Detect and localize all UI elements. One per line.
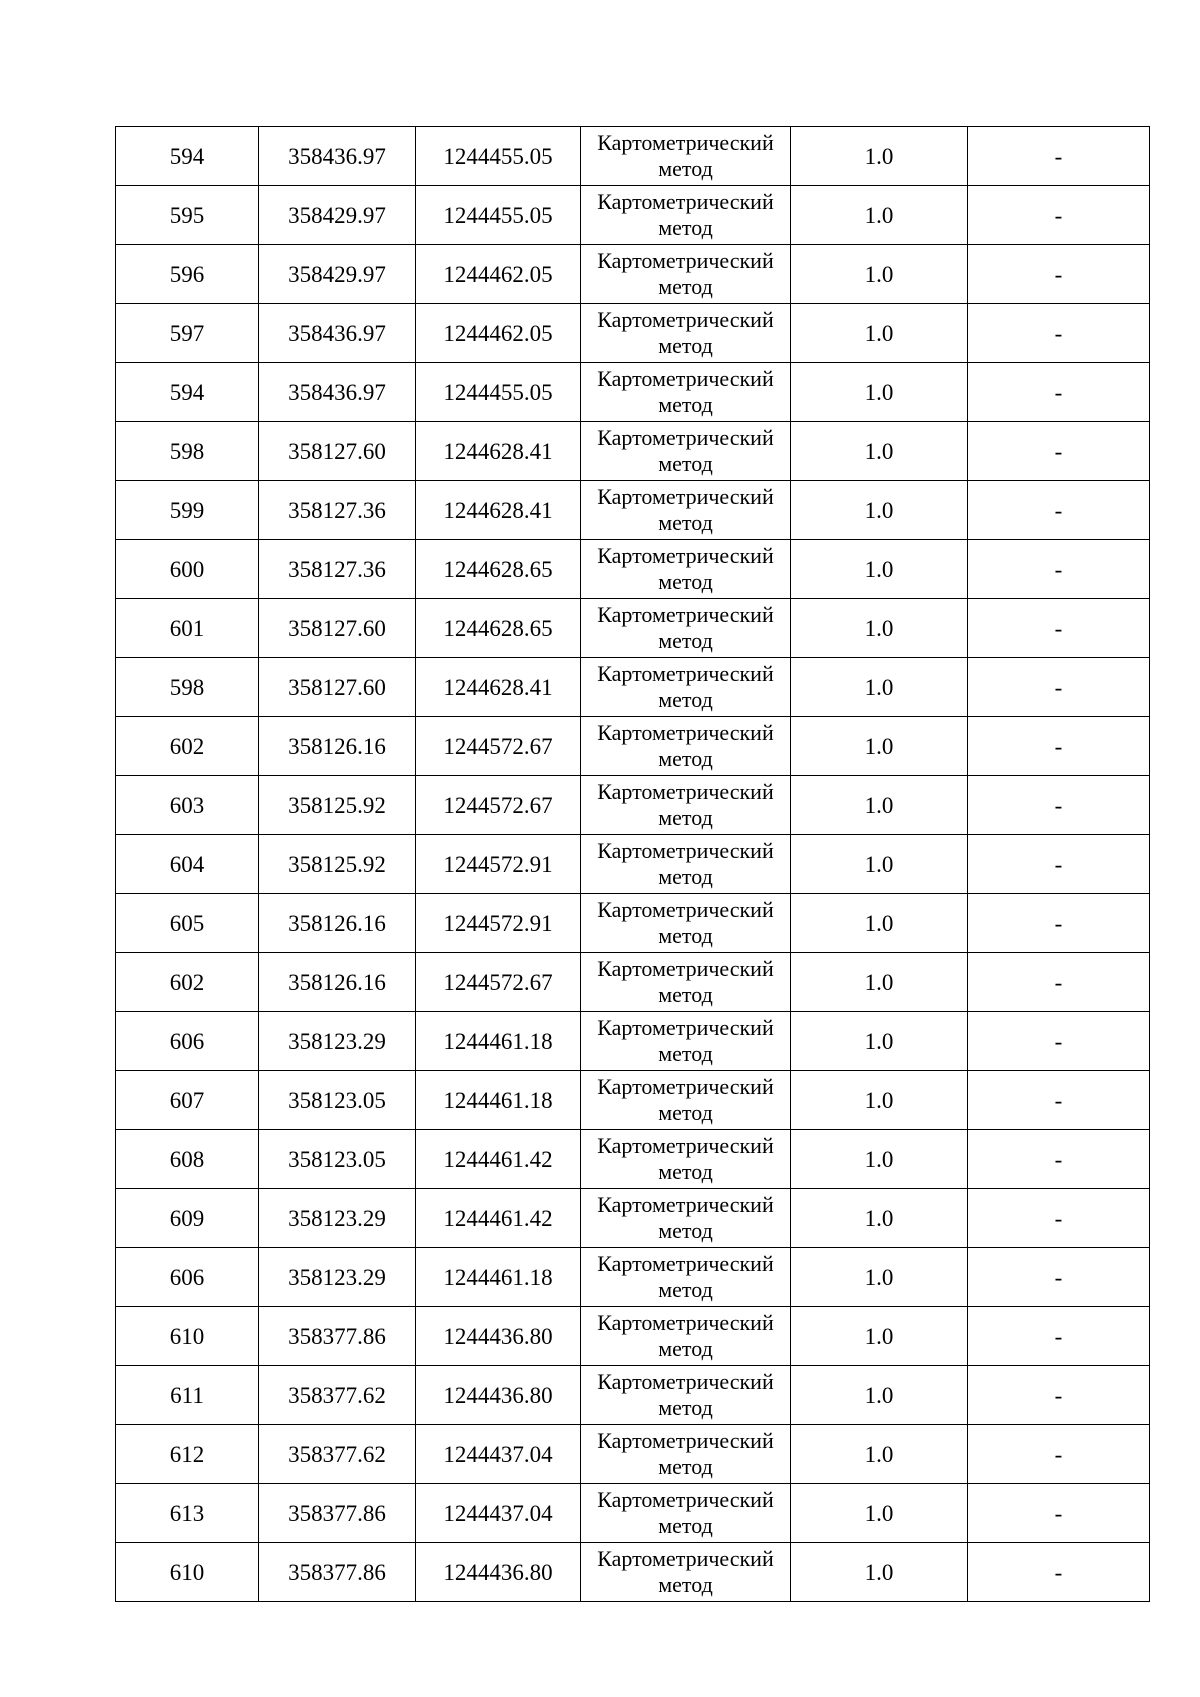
note-cell: - (968, 1012, 1150, 1071)
method-cell (581, 363, 791, 422)
note-cell: - (968, 835, 1150, 894)
note-cell: - (968, 658, 1150, 717)
point-number-cell: 603 (116, 776, 259, 835)
table-row (116, 1307, 1150, 1366)
accuracy-cell: 1.0 (791, 776, 968, 835)
y-coordinate-cell: 1244461.18 (416, 1248, 581, 1307)
note-cell: - (968, 894, 1150, 953)
method-line-1: Картометрический (597, 1428, 774, 1453)
method-cell (581, 1543, 791, 1602)
accuracy-cell: 1.0 (791, 1130, 968, 1189)
y-coordinate-cell: 1244628.41 (416, 658, 581, 717)
point-number-cell: 602 (116, 717, 259, 776)
method-line-1: Картометрический (597, 779, 774, 804)
method-line-1: Картометрический (597, 484, 774, 509)
x-coordinate-cell: 358127.36 (259, 540, 416, 599)
table-row (116, 1543, 1150, 1602)
method-line-1: Картометрический (597, 543, 774, 568)
y-coordinate-cell: 1244437.04 (416, 1425, 581, 1484)
table-row (116, 658, 1150, 717)
point-number-cell: 610 (116, 1543, 259, 1602)
accuracy-cell: 1.0 (791, 953, 968, 1012)
method-line-2: метод (658, 1513, 713, 1538)
accuracy-cell: 1.0 (791, 1189, 968, 1248)
method-line-1: Картометрический (597, 1487, 774, 1512)
table-row (116, 127, 1150, 186)
y-coordinate-cell: 1244572.91 (416, 835, 581, 894)
accuracy-cell: 1.0 (791, 481, 968, 540)
y-coordinate-cell: 1244461.42 (416, 1189, 581, 1248)
method-line-1: Картометрический (597, 1310, 774, 1335)
x-coordinate-cell: 358127.60 (259, 422, 416, 481)
method-cell (581, 835, 791, 894)
table-row (116, 1366, 1150, 1425)
method-line-1: Картометрический (597, 248, 774, 273)
method-cell (581, 1248, 791, 1307)
method-line-2: метод (658, 569, 713, 594)
method-cell (581, 1366, 791, 1425)
method-line-1: Картометрический (597, 1546, 774, 1571)
accuracy-cell: 1.0 (791, 1071, 968, 1130)
accuracy-cell: 1.0 (791, 835, 968, 894)
method-line-1: Картометрический (597, 720, 774, 745)
x-coordinate-cell: 358123.05 (259, 1130, 416, 1189)
y-coordinate-cell: 1244461.18 (416, 1012, 581, 1071)
accuracy-cell: 1.0 (791, 245, 968, 304)
x-coordinate-cell: 358125.92 (259, 776, 416, 835)
table-row (116, 481, 1150, 540)
point-number-cell: 611 (116, 1366, 259, 1425)
method-line-2: метод (658, 1572, 713, 1597)
x-coordinate-cell: 358429.97 (259, 186, 416, 245)
accuracy-cell: 1.0 (791, 540, 968, 599)
method-line-1: Картометрический (597, 189, 774, 214)
accuracy-cell: 1.0 (791, 422, 968, 481)
x-coordinate-cell: 358377.62 (259, 1366, 416, 1425)
accuracy-cell: 1.0 (791, 304, 968, 363)
table-row (116, 835, 1150, 894)
accuracy-cell: 1.0 (791, 1248, 968, 1307)
table-row (116, 776, 1150, 835)
method-cell (581, 1130, 791, 1189)
x-coordinate-cell: 358126.16 (259, 717, 416, 776)
table-row (116, 953, 1150, 1012)
method-line-1: Картометрический (597, 956, 774, 981)
method-line-2: метод (658, 1336, 713, 1361)
method-cell (581, 304, 791, 363)
method-line-2: метод (658, 1159, 713, 1184)
method-cell (581, 245, 791, 304)
method-line-2: метод (658, 451, 713, 476)
method-cell (581, 953, 791, 1012)
x-coordinate-cell: 358436.97 (259, 363, 416, 422)
table-body (116, 127, 1150, 1602)
point-number-cell: 596 (116, 245, 259, 304)
method-cell (581, 540, 791, 599)
table-row (116, 245, 1150, 304)
y-coordinate-cell: 1244455.05 (416, 127, 581, 186)
note-cell: - (968, 717, 1150, 776)
x-coordinate-cell: 358377.86 (259, 1307, 416, 1366)
accuracy-cell: 1.0 (791, 1366, 968, 1425)
x-coordinate-cell: 358429.97 (259, 245, 416, 304)
method-line-2: метод (658, 1277, 713, 1302)
method-cell (581, 894, 791, 953)
point-number-cell: 605 (116, 894, 259, 953)
note-cell: - (968, 1248, 1150, 1307)
point-number-cell: 612 (116, 1425, 259, 1484)
accuracy-cell: 1.0 (791, 717, 968, 776)
point-number-cell: 607 (116, 1071, 259, 1130)
method-line-2: метод (658, 1041, 713, 1066)
method-line-2: метод (658, 1100, 713, 1125)
method-line-1: Картометрический (597, 366, 774, 391)
x-coordinate-cell: 358127.36 (259, 481, 416, 540)
method-cell (581, 599, 791, 658)
method-cell (581, 1484, 791, 1543)
note-cell: - (968, 953, 1150, 1012)
x-coordinate-cell: 358127.60 (259, 658, 416, 717)
note-cell: - (968, 304, 1150, 363)
method-line-2: метод (658, 510, 713, 535)
table-row (116, 1484, 1150, 1543)
note-cell: - (968, 481, 1150, 540)
note-cell: - (968, 1425, 1150, 1484)
x-coordinate-cell: 358123.29 (259, 1012, 416, 1071)
method-cell (581, 422, 791, 481)
method-line-2: метод (658, 392, 713, 417)
note-cell: - (968, 1307, 1150, 1366)
point-number-cell: 599 (116, 481, 259, 540)
table-row (116, 363, 1150, 422)
method-line-2: метод (658, 923, 713, 948)
method-line-1: Картометрический (597, 838, 774, 863)
method-line-2: метод (658, 687, 713, 712)
accuracy-cell: 1.0 (791, 1307, 968, 1366)
note-cell: - (968, 1071, 1150, 1130)
accuracy-cell: 1.0 (791, 363, 968, 422)
method-line-1: Картометрический (597, 897, 774, 922)
table-row (116, 1189, 1150, 1248)
y-coordinate-cell: 1244461.18 (416, 1071, 581, 1130)
x-coordinate-cell: 358125.92 (259, 835, 416, 894)
note-cell: - (968, 1484, 1150, 1543)
accuracy-cell: 1.0 (791, 658, 968, 717)
table-row (116, 1071, 1150, 1130)
method-cell (581, 1012, 791, 1071)
x-coordinate-cell: 358123.05 (259, 1071, 416, 1130)
method-line-2: метод (658, 1454, 713, 1479)
point-number-cell: 610 (116, 1307, 259, 1366)
accuracy-cell: 1.0 (791, 1012, 968, 1071)
table-row (116, 717, 1150, 776)
method-line-2: метод (658, 982, 713, 1007)
point-number-cell: 602 (116, 953, 259, 1012)
y-coordinate-cell: 1244462.05 (416, 245, 581, 304)
x-coordinate-cell: 358436.97 (259, 127, 416, 186)
y-coordinate-cell: 1244572.67 (416, 717, 581, 776)
point-number-cell: 598 (116, 658, 259, 717)
y-coordinate-cell: 1244455.05 (416, 186, 581, 245)
coordinates-table (115, 126, 1150, 1602)
point-number-cell: 609 (116, 1189, 259, 1248)
table-row (116, 1425, 1150, 1484)
method-line-2: метод (658, 156, 713, 181)
x-coordinate-cell: 358377.62 (259, 1425, 416, 1484)
y-coordinate-cell: 1244572.67 (416, 776, 581, 835)
method-cell (581, 186, 791, 245)
y-coordinate-cell: 1244572.91 (416, 894, 581, 953)
method-line-1: Картометрический (597, 307, 774, 332)
method-cell (581, 481, 791, 540)
y-coordinate-cell: 1244437.04 (416, 1484, 581, 1543)
y-coordinate-cell: 1244462.05 (416, 304, 581, 363)
x-coordinate-cell: 358436.97 (259, 304, 416, 363)
method-line-2: метод (658, 333, 713, 358)
method-line-2: метод (658, 864, 713, 889)
y-coordinate-cell: 1244455.05 (416, 363, 581, 422)
method-line-2: метод (658, 628, 713, 653)
point-number-cell: 606 (116, 1248, 259, 1307)
accuracy-cell: 1.0 (791, 1484, 968, 1543)
point-number-cell: 601 (116, 599, 259, 658)
method-cell (581, 717, 791, 776)
note-cell: - (968, 1366, 1150, 1425)
x-coordinate-cell: 358377.86 (259, 1543, 416, 1602)
point-number-cell: 608 (116, 1130, 259, 1189)
y-coordinate-cell: 1244436.80 (416, 1366, 581, 1425)
x-coordinate-cell: 358377.86 (259, 1484, 416, 1543)
table-row (116, 1248, 1150, 1307)
y-coordinate-cell: 1244628.65 (416, 540, 581, 599)
x-coordinate-cell: 358123.29 (259, 1189, 416, 1248)
table-row (116, 540, 1150, 599)
method-line-1: Картометрический (597, 425, 774, 450)
point-number-cell: 606 (116, 1012, 259, 1071)
note-cell: - (968, 186, 1150, 245)
note-cell: - (968, 540, 1150, 599)
point-number-cell: 594 (116, 363, 259, 422)
table-row (116, 1012, 1150, 1071)
method-line-1: Картометрический (597, 130, 774, 155)
note-cell: - (968, 599, 1150, 658)
point-number-cell: 600 (116, 540, 259, 599)
note-cell: - (968, 422, 1150, 481)
note-cell: - (968, 245, 1150, 304)
method-cell (581, 1307, 791, 1366)
table-row (116, 186, 1150, 245)
note-cell: - (968, 127, 1150, 186)
method-line-2: метод (658, 215, 713, 240)
method-line-2: метод (658, 1218, 713, 1243)
x-coordinate-cell: 358126.16 (259, 953, 416, 1012)
note-cell: - (968, 776, 1150, 835)
method-line-1: Картометрический (597, 1133, 774, 1158)
accuracy-cell: 1.0 (791, 1425, 968, 1484)
point-number-cell: 595 (116, 186, 259, 245)
method-line-1: Картометрический (597, 1251, 774, 1276)
point-number-cell: 594 (116, 127, 259, 186)
method-line-1: Картометрический (597, 1192, 774, 1217)
accuracy-cell: 1.0 (791, 186, 968, 245)
y-coordinate-cell: 1244628.41 (416, 422, 581, 481)
accuracy-cell: 1.0 (791, 1543, 968, 1602)
x-coordinate-cell: 358123.29 (259, 1248, 416, 1307)
method-line-1: Картометрический (597, 1074, 774, 1099)
method-line-1: Картометрический (597, 1015, 774, 1040)
table-row (116, 599, 1150, 658)
method-line-2: метод (658, 274, 713, 299)
method-cell (581, 1425, 791, 1484)
method-cell (581, 658, 791, 717)
y-coordinate-cell: 1244628.41 (416, 481, 581, 540)
method-line-1: Картометрический (597, 661, 774, 686)
note-cell: - (968, 1130, 1150, 1189)
accuracy-cell: 1.0 (791, 894, 968, 953)
point-number-cell: 604 (116, 835, 259, 894)
note-cell: - (968, 1189, 1150, 1248)
y-coordinate-cell: 1244628.65 (416, 599, 581, 658)
table-row (116, 422, 1150, 481)
x-coordinate-cell: 358126.16 (259, 894, 416, 953)
accuracy-cell: 1.0 (791, 127, 968, 186)
y-coordinate-cell: 1244461.42 (416, 1130, 581, 1189)
y-coordinate-cell: 1244436.80 (416, 1543, 581, 1602)
point-number-cell: 597 (116, 304, 259, 363)
table-row (116, 1130, 1150, 1189)
method-cell (581, 127, 791, 186)
point-number-cell: 613 (116, 1484, 259, 1543)
accuracy-cell: 1.0 (791, 599, 968, 658)
method-line-1: Картометрический (597, 602, 774, 627)
method-line-1: Картометрический (597, 1369, 774, 1394)
method-line-2: метод (658, 746, 713, 771)
note-cell: - (968, 1543, 1150, 1602)
point-number-cell: 598 (116, 422, 259, 481)
table-row (116, 894, 1150, 953)
x-coordinate-cell: 358127.60 (259, 599, 416, 658)
method-line-2: метод (658, 805, 713, 830)
y-coordinate-cell: 1244572.67 (416, 953, 581, 1012)
method-cell (581, 1071, 791, 1130)
y-coordinate-cell: 1244436.80 (416, 1307, 581, 1366)
method-line-2: метод (658, 1395, 713, 1420)
method-cell (581, 1189, 791, 1248)
note-cell: - (968, 363, 1150, 422)
table-row (116, 304, 1150, 363)
method-cell (581, 776, 791, 835)
